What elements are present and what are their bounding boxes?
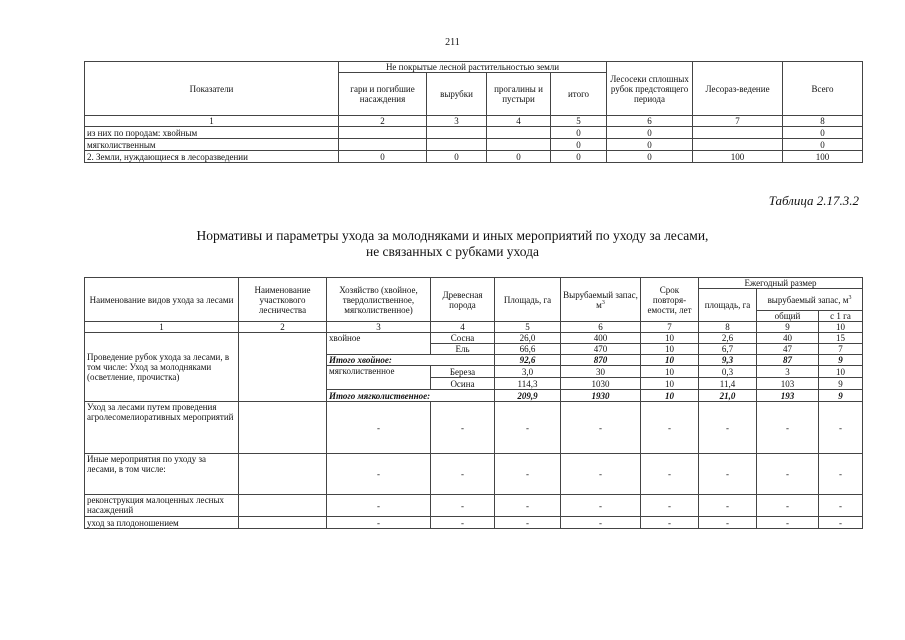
dash-cell: - — [495, 454, 561, 495]
row-label: Иные мероприятия по уходу за лесами, в том числе: — [85, 454, 239, 495]
cell: 1930 — [561, 390, 641, 402]
species: Сосна — [431, 333, 495, 344]
cell: 114,3 — [495, 378, 561, 390]
dash-cell: - — [699, 495, 757, 517]
cell: 92,6 — [495, 355, 561, 366]
col-stock-text: Вырубаемый запас, м — [563, 289, 638, 310]
farm-soft: мягколиственное — [327, 366, 431, 390]
cell: 470 — [561, 344, 641, 355]
dash-cell: - — [757, 495, 819, 517]
col-number: 1 — [85, 116, 339, 127]
cell: 0,3 — [699, 366, 757, 378]
cell: 15 — [819, 333, 863, 344]
col-number: 4 — [487, 116, 551, 127]
cell: 11,4 — [699, 378, 757, 390]
dash-cell: - — [561, 402, 641, 454]
dash-cell: - — [327, 495, 431, 517]
dash-cell: - — [641, 454, 699, 495]
table-label: Таблица 2.17.3.2 — [768, 193, 859, 208]
cell — [693, 127, 783, 139]
group1-name: Проведение рубок ухода за лесами, в том числе: Уход за молодняками (осветление, прочистка) — [85, 333, 239, 402]
page-number: 211 — [445, 37, 460, 48]
cell: 10 — [641, 390, 699, 402]
cell: 26,0 — [495, 333, 561, 344]
cell: 10 — [819, 366, 863, 378]
dash-cell: - — [431, 402, 495, 454]
dash-cell: - — [757, 517, 819, 529]
cell: 10 — [641, 355, 699, 366]
farm-conifer: хвойное — [327, 333, 431, 355]
group-header: Не покрытые лесной растительностью земли — [339, 62, 607, 73]
col-annual: Ежегодный размер — [699, 278, 863, 289]
cell: 9 — [819, 378, 863, 390]
col-number: 10 — [819, 322, 863, 333]
col-vyrubki: вырубки — [427, 73, 487, 116]
cell — [427, 127, 487, 139]
dash-cell: - — [495, 495, 561, 517]
cell: 10 — [641, 344, 699, 355]
dash-cell: - — [327, 454, 431, 495]
cell: 0 — [607, 139, 693, 151]
heading-line-1: Нормативы и параметры ухода за молодняками и иных мероприятий по уходу за лесами, — [196, 228, 709, 243]
col-number: 4 — [431, 322, 495, 333]
dash-cell: - — [495, 402, 561, 454]
table-row — [85, 495, 863, 517]
cell: 10 — [641, 378, 699, 390]
col-number: 3 — [327, 322, 431, 333]
col-number: 2 — [239, 322, 327, 333]
care-table — [84, 277, 863, 529]
dash-cell: - — [495, 517, 561, 529]
cell: 0 — [783, 127, 863, 139]
cell: 9 — [819, 390, 863, 402]
cell: 0 — [551, 151, 607, 163]
dash-cell: - — [431, 517, 495, 529]
cell: 100 — [783, 151, 863, 163]
col-name: Наименование видов ухода за лесами — [85, 278, 239, 322]
cell — [339, 127, 427, 139]
dash-cell: - — [699, 454, 757, 495]
dash-cell: - — [641, 495, 699, 517]
cell: 30 — [561, 366, 641, 378]
col-progaliny: прогалины и пустыри — [487, 73, 551, 116]
cell: 3 — [757, 366, 819, 378]
col-species: Древесная порода — [431, 278, 495, 322]
col-itogo: итого — [551, 73, 607, 116]
cell: 40 — [757, 333, 819, 344]
dash-cell: - — [757, 454, 819, 495]
row-label: 2. Земли, нуждающиеся в лесоразведении — [85, 151, 339, 163]
species: Береза — [431, 366, 495, 378]
forestry-cell — [239, 333, 327, 402]
cell: 10 — [641, 366, 699, 378]
cell: 87 — [757, 355, 819, 366]
dash-cell: - — [819, 454, 863, 495]
cell: 6,7 — [699, 344, 757, 355]
cell: 0 — [551, 139, 607, 151]
row-label: уход за плодоношением — [85, 517, 239, 529]
col-annual-stock-text: вырубаемый запас, м — [767, 294, 849, 305]
dash-cell: - — [641, 402, 699, 454]
cell — [693, 139, 783, 151]
col-stock — [561, 278, 641, 322]
cell: 3,0 — [495, 366, 561, 378]
dash-cell: - — [819, 402, 863, 454]
cell: 0 — [607, 151, 693, 163]
dash-cell: - — [699, 402, 757, 454]
col-farm: Хозяйство (хвойное, твердолиственное, мягколиственное) — [327, 278, 431, 322]
cell — [427, 139, 487, 151]
land-table — [84, 61, 863, 163]
cell: 47 — [757, 344, 819, 355]
cell: 66,6 — [495, 344, 561, 355]
section-heading — [0, 228, 905, 260]
cell: 100 — [693, 151, 783, 163]
dash-cell: - — [431, 495, 495, 517]
cell: 0 — [339, 151, 427, 163]
dash-cell: - — [641, 517, 699, 529]
table-row — [85, 139, 863, 151]
col-lesoseki: Лесосеки сплошных рубок предстоящего периода — [607, 62, 693, 116]
cell: 2,6 — [699, 333, 757, 344]
cell: 0 — [551, 127, 607, 139]
col-stock-sup: 3 — [601, 299, 605, 306]
heading-line-2: не связанных с рубками ухода — [365, 244, 540, 259]
cell: 0 — [487, 151, 551, 163]
col-number: 7 — [693, 116, 783, 127]
dash-cell: - — [431, 454, 495, 495]
col-number: 1 — [85, 322, 239, 333]
col-area: Площадь, га — [495, 278, 561, 322]
col-per-ha: с 1 га — [819, 311, 863, 322]
col-forestry: Наименование участкового лесничества — [239, 278, 327, 322]
col-number: 6 — [561, 322, 641, 333]
col-indicators: Показатели — [85, 62, 339, 116]
col-annual-stock — [757, 289, 863, 311]
table-row — [85, 517, 863, 529]
cell: 400 — [561, 333, 641, 344]
table-row — [85, 151, 863, 163]
cell: 0 — [607, 127, 693, 139]
col-number: 9 — [757, 322, 819, 333]
dash-cell: - — [561, 495, 641, 517]
dash-cell: - — [561, 517, 641, 529]
dash-cell: - — [819, 517, 863, 529]
col-total: общий — [757, 311, 819, 322]
col-lesorazv: Лесораз-ведение — [693, 62, 783, 116]
col-gari: гари и погибшие насаждения — [339, 73, 427, 116]
col-number: 8 — [783, 116, 863, 127]
cell: 1030 — [561, 378, 641, 390]
col-period: Срок повторя-емости, лет — [641, 278, 699, 322]
cell — [487, 127, 551, 139]
cell: 0 — [783, 139, 863, 151]
row-label: реконструкция малоценных лесных насаждений — [85, 495, 239, 517]
cell: 10 — [641, 333, 699, 344]
col-number: 6 — [607, 116, 693, 127]
cell: 0 — [427, 151, 487, 163]
total-soft-label: Итого мягколиственное: — [327, 390, 495, 402]
cell: 21,0 — [699, 390, 757, 402]
dash-cell: - — [757, 402, 819, 454]
row-label: мягколиственным — [85, 139, 339, 151]
table-row — [85, 333, 863, 344]
cell: 193 — [757, 390, 819, 402]
cell — [239, 402, 327, 454]
cell — [239, 495, 327, 517]
row-label: из них по породам: хвойным — [85, 127, 339, 139]
table-row — [85, 402, 863, 454]
cell: 209,9 — [495, 390, 561, 402]
col-number: 5 — [551, 116, 607, 127]
dash-cell: - — [327, 517, 431, 529]
cell — [339, 139, 427, 151]
col-number: 3 — [427, 116, 487, 127]
col-annual-area: площадь, га — [699, 289, 757, 322]
dash-cell: - — [561, 454, 641, 495]
cell: 9 — [819, 355, 863, 366]
table-row — [85, 454, 863, 495]
cell — [239, 454, 327, 495]
col-number: 8 — [699, 322, 757, 333]
table-row — [85, 127, 863, 139]
cell: 870 — [561, 355, 641, 366]
col-annual-stock-sup: 3 — [848, 294, 852, 301]
cell — [239, 517, 327, 529]
total-conifer-label: Итого хвойное: — [327, 355, 495, 366]
col-number: 7 — [641, 322, 699, 333]
dash-cell: - — [327, 402, 431, 454]
cell — [487, 139, 551, 151]
species: Ель — [431, 344, 495, 355]
row-label: Уход за лесами путем проведения агролесомелиоративных мероприятий — [85, 402, 239, 454]
dash-cell: - — [699, 517, 757, 529]
cell: 7 — [819, 344, 863, 355]
cell: 9,3 — [699, 355, 757, 366]
col-number: 2 — [339, 116, 427, 127]
cell: 103 — [757, 378, 819, 390]
col-number: 5 — [495, 322, 561, 333]
species: Осина — [431, 378, 495, 390]
dash-cell: - — [819, 495, 863, 517]
col-total: Всего — [783, 62, 863, 116]
